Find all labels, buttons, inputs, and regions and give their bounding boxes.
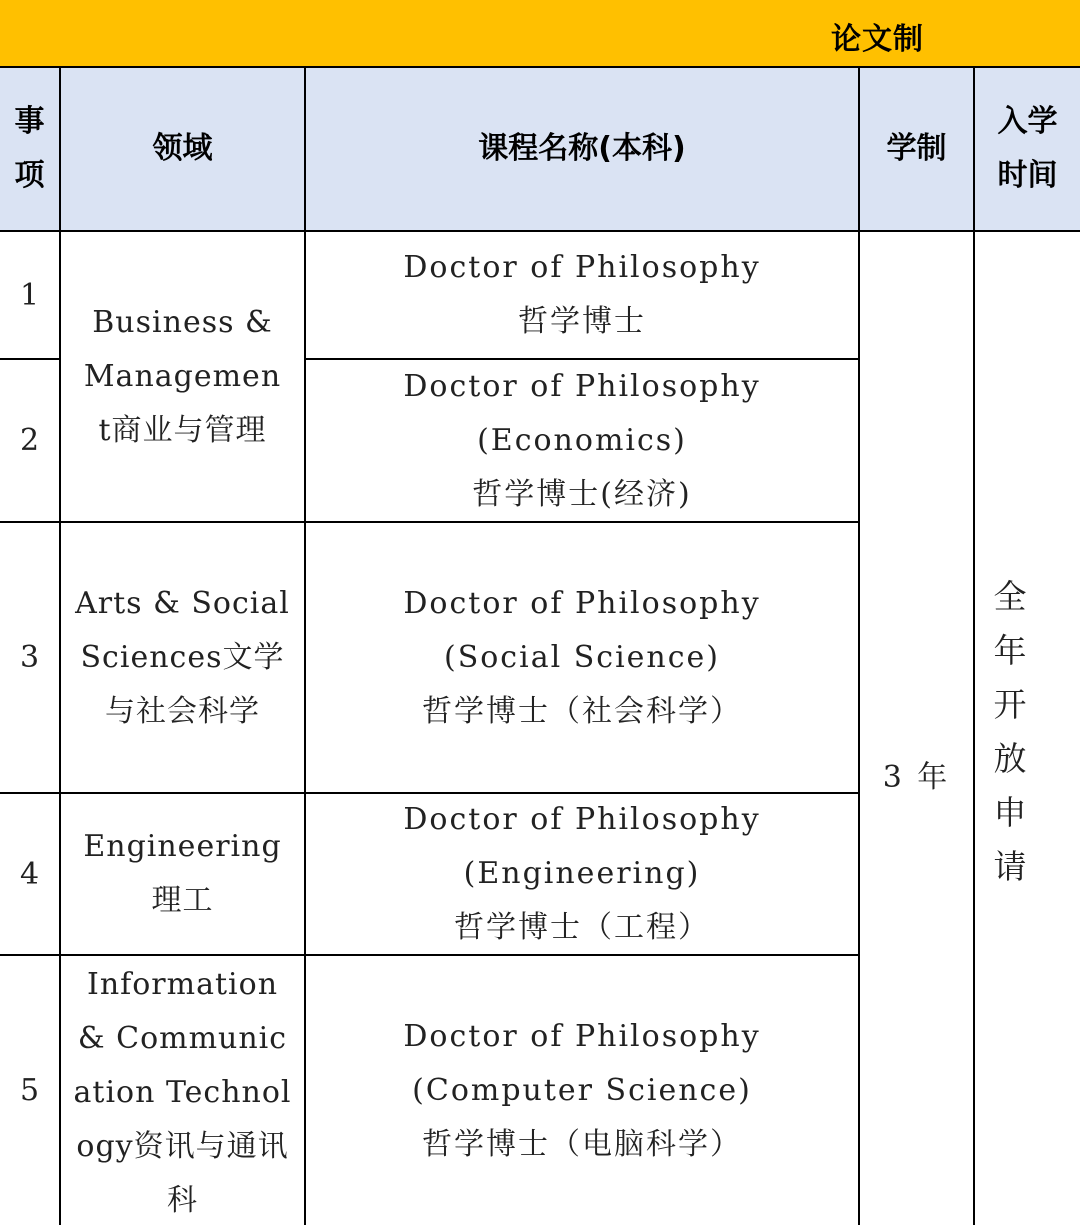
header-duration: 学制 (860, 68, 975, 232)
header-course: 课程名称(本科) (306, 68, 860, 232)
row-4-course: Doctor of Philosophy (Engineering) 哲学博士（工程） (306, 794, 860, 956)
row-4-index: 4 (0, 794, 61, 956)
table-title: 论文制 (831, 22, 924, 57)
header-index: 事项 (0, 68, 61, 232)
row-2-course: Doctor of Philosophy (Economics) 哲学博士(经济) (306, 360, 860, 523)
header-intake: 入学时间 (975, 68, 1080, 232)
row-3-index: 3 (0, 523, 61, 794)
header-field: 领域 (61, 68, 306, 232)
intake-value: 全年开放申请 (993, 576, 1027, 886)
row-3-course: Doctor of Philosophy (Social Science) 哲学博士（社会科学） (306, 523, 860, 794)
row-5-course: Doctor of Philosophy (Computer Science) 哲学博士（电脑科学） (306, 956, 860, 1225)
row-4-field: Engineering理工 (61, 794, 306, 956)
duration-value: 3 年 (860, 232, 975, 1225)
row-5-index: 5 (0, 956, 61, 1225)
field-business-management: Business & Management商业与管理 (61, 232, 306, 523)
program-table (0, 68, 1080, 1224)
row-2-index: 2 (0, 360, 61, 523)
row-1-course: Doctor of Philosophy 哲学博士 (306, 232, 860, 360)
table-title-banner (0, 0, 1080, 68)
row-3-field: Arts & Social Sciences文学与社会科学 (61, 523, 306, 794)
row-5-field: Information & Communication Technology资讯与通讯科 (61, 956, 306, 1225)
row-1-index: 1 (0, 232, 61, 360)
